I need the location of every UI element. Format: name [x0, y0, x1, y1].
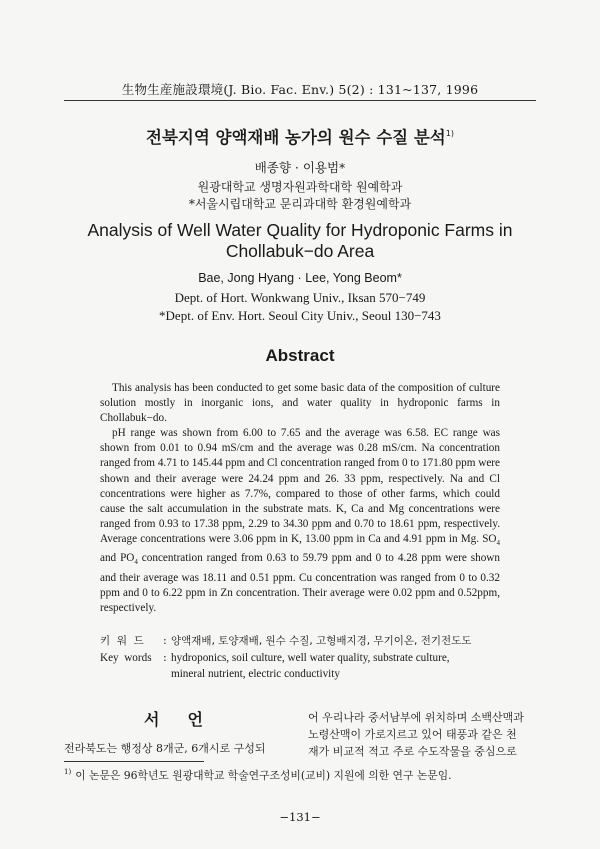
- introduction-left-line: 전라북도는 행정상 8개군, 6개시로 구성되: [64, 742, 266, 755]
- korean-authors: 배종향 · 이용범*: [254, 160, 346, 175]
- keywords-colon: :: [163, 634, 167, 647]
- footnote-mark: 1): [64, 768, 72, 776]
- footnote-text: 이 논문은 96학년도 원광대학교 학술연구조성비(교비) 지원에 의한 연구 논문임.: [75, 769, 452, 782]
- introduction-right-line-1: 어 우리나라 중서남부에 위치하며 소백산맥과: [308, 711, 524, 724]
- introduction-heading: 서언: [144, 710, 231, 729]
- page-number: −131−: [279, 810, 321, 824]
- english-affiliation-2: *Dept. of Env. Hort. Seoul City Univ., Seoul 130−743: [159, 308, 441, 323]
- running-head: 生物生産施設環境(J. Bio. Fac. Env.) 5(2) : 131~137, 1996: [121, 82, 479, 97]
- english-title-line-2: Chollabuk−do Area: [225, 241, 375, 261]
- english-keywords: [100, 650, 520, 667]
- introduction-right-column: [308, 709, 540, 760]
- english-title: [60, 220, 540, 262]
- title-footnote-mark: 1): [445, 129, 454, 138]
- subscript: 4: [134, 558, 138, 567]
- english-title-line-1: Analysis of Well Water Quality for Hydroponic Farms in: [87, 220, 513, 240]
- english-affiliation-1: Dept. of Hort. Wonkwang Univ., Iksan 570−749: [174, 290, 426, 305]
- abstract-paragraph-1: This analysis has been conducted to get some basic data of the composition of culture solution mostly in inorganic ions, and water quality in hydroponic farms in Chollabuk−do.: [100, 382, 500, 425]
- subscript: 4: [496, 539, 500, 548]
- english-authors: Bae, Jong Hyang · Lee, Yong Beom*: [198, 271, 402, 285]
- abstract-body: [100, 381, 500, 616]
- abstract-paragraph-2: [100, 426, 500, 616]
- english-keywords-label: Key words: [100, 651, 152, 664]
- english-keywords-text-line-2: mineral nutrient, electric conductivity: [171, 668, 340, 680]
- korean-affiliation-2: *서울시립대학교 문리과대학 환경원예학과: [188, 197, 412, 211]
- footnote-rule: [64, 761, 204, 762]
- header-rule: [64, 100, 536, 101]
- abstract-text-part: pH range was shown from 6.00 to 7.65 and the average was 6.58. EC range was shown from 0.01 to 0.94 mS/cm and the average was 0.28 mS/cm. Na concentration ranged from 4.71 to 145.44 ppm and Cl concentration ranged from 0 to 171.80 ppm were shown and their average were 24.24 ppm and 26. 33 ppm, respectively. Na and Cl concentrations were higher as 7.7%, compared to those of other farms, which could cause the salt accumulation in the substrate mats. K, Ca and Mg concentrations were ranged from 0.93 to 17.38 ppm, 2.29 to 34.30 ppm and 0.70 to 18.61 ppm, respectively. Average concentrations were 3.06 ppm in K, 13.00 ppm in Ca and 4.91 ppm in Mg. SO: [100, 427, 500, 545]
- korean-title-text: 전북지역 양액재배 농가의 원수 수질 분석: [146, 128, 446, 147]
- keywords-block: [100, 633, 520, 683]
- keywords-colon: :: [163, 650, 167, 664]
- korean-keywords-label: 키 워 드: [100, 635, 144, 647]
- korean-title: [0, 124, 600, 148]
- english-keywords-text-line-1: hydroponics, soil culture, well water quality, substrate culture,: [171, 651, 450, 664]
- abstract-text-part: and PO: [100, 552, 135, 565]
- abstract-heading: Abstract: [265, 346, 335, 365]
- introduction-right-line-2: 노령산맥이 가로지르고 있어 태풍과 같은 천: [308, 728, 517, 741]
- introduction-right-line-3: 재가 비교적 적고 주로 수도작물을 중심으로: [308, 745, 517, 758]
- footnote: [64, 768, 544, 783]
- korean-affiliation-1: 원광대학교 생명자원과학대학 원예학과: [197, 180, 403, 194]
- introduction-left-column: [64, 740, 294, 757]
- korean-keywords-text: 양액재배, 토양재배, 원수 수질, 고형배지경, 무기이온, 전기전도도: [171, 635, 472, 647]
- abstract-text-part: concentration ranged from 0.63 to 59.79 ppm and 0 to 4.28 ppm were shown and their average was 18.11 and 0.51 ppm. Cu concentration was ranged from 0 to 0.32 ppm and 0 to 6.22 ppm in Zn concentration. Their average were 0.02 ppm and 0.52ppm, respectively.: [100, 552, 500, 614]
- korean-keywords: [100, 633, 520, 650]
